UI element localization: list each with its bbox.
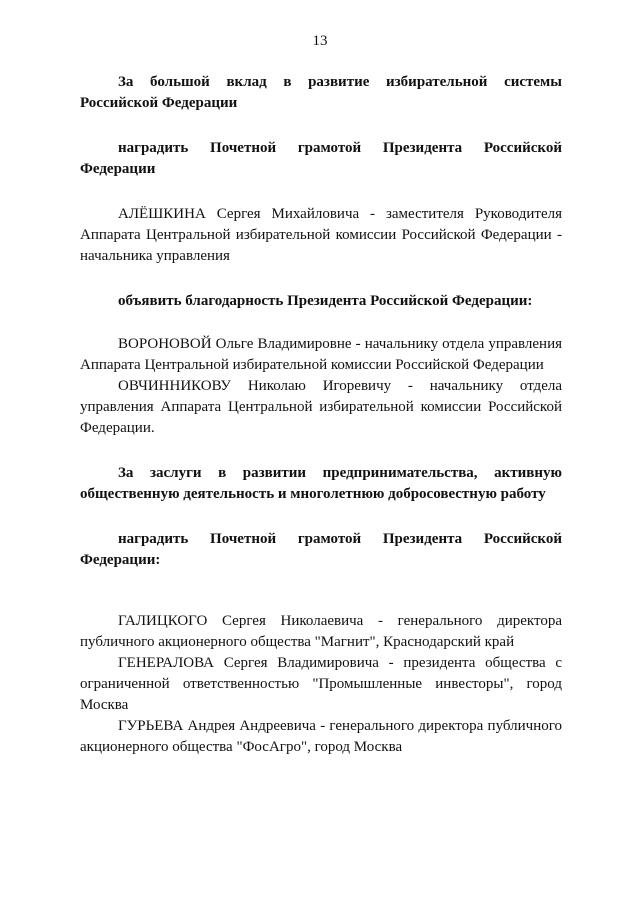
award-entry: ВОРОНОВОЙ Ольге Владимировне - начальнику отдела управления Аппарата Центральной избирательной комиссии Российской Федерации: [80, 336, 562, 373]
award-reason-heading: За заслуги в развитии предпринимательства, активную общественную деятельность и многолетнюю добросовестную работу: [80, 465, 562, 502]
award-entry: ГЕНЕРАЛОВА Сергея Владимировича - президента общества с ограниченной ответственностью "Промышленные инвесторы", город Москва: [80, 655, 562, 713]
award-reason-heading: За большой вклад в развитие избирательной системы Российской Федерации: [80, 74, 562, 111]
document-body: [80, 72, 562, 758]
award-entry: ОВЧИННИКОВУ Николаю Игоревичу - начальнику отдела управления Аппарата Центральной избирательной комиссии Российской Федерации.: [80, 378, 562, 436]
award-entry: ГАЛИЦКОГО Сергея Николаевича - генерального директора публичного акционерного общества "Магнит", Краснодарский край: [80, 613, 562, 650]
award-type-heading: объявить благодарность Президента Российской Федерации:: [118, 293, 533, 309]
award-entry: АЛЁШКИНА Сергея Михайловича - заместителя Руководителя Аппарата Центральной избирательной комиссии Российской Федерации - начальника управления: [80, 206, 562, 264]
page-number: 13: [312, 33, 328, 49]
award-type-heading: наградить Почетной грамотой Президента Российской Федерации: [80, 140, 562, 177]
award-entry: ГУРЬЕВА Андрея Андреевича - генерального директора публичного акционерного общества "ФосАгро", город Москва: [80, 718, 562, 755]
award-type-heading: наградить Почетной грамотой Президента Российской Федерации:: [80, 531, 562, 568]
